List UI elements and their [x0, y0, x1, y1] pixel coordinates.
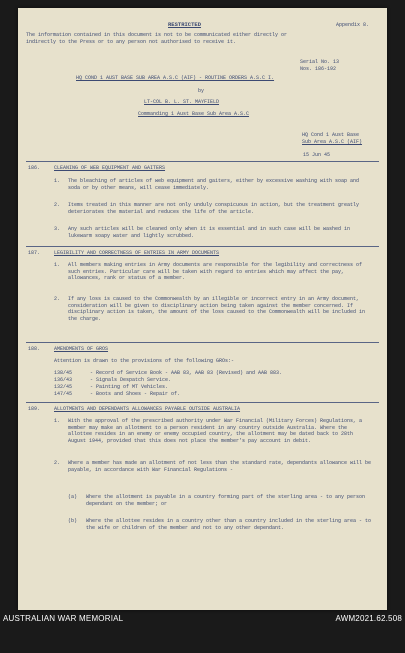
- serial-number: Serial No. 13: [300, 59, 340, 65]
- section-number: 189.: [28, 406, 41, 412]
- gro-code: 138/45: [54, 370, 73, 376]
- gro-code: 132/45: [54, 384, 73, 390]
- section-title: LEGIBILITY AND CORRECTNESS OF ENTRIES IN ARMY DOCUMENTS: [54, 250, 220, 256]
- sub-item-text: Where the allotment is payable in a country forming part of the sterling area - to any person dependant on the member; or: [86, 494, 366, 507]
- paragraph-text: Items treated in this manner are not only unduly conspicuous in action, but the treatment greatly deteriorates the material and reduces the life of the article.: [68, 202, 360, 215]
- sub-item-text: Where the allottee resides in a country other than a country included in the sterling area - to the wife or children of the member and not to any other dependant.: [86, 518, 372, 531]
- paragraph-number: 2.: [54, 460, 61, 466]
- paragraph-number: 1.: [54, 178, 61, 184]
- gro-code: 136/43: [54, 377, 73, 383]
- order-numbers: Nos. 186-192: [300, 66, 337, 72]
- paragraph-number: 2.: [54, 202, 61, 208]
- accession-number: AWM2021.62.508: [335, 614, 402, 623]
- gro-text: - Painting of MT Vehicles.: [90, 384, 169, 390]
- paragraph-text: All members making entries in Army documents are responsible for the legibility and correctness of such entries. Particular care will be taken with regard to entries which may affect the pay, allowances, rank or status of a member.: [68, 262, 363, 282]
- section-number: 188.: [28, 346, 41, 352]
- sub-item-label: (a): [68, 494, 78, 500]
- divider-187: [26, 246, 379, 247]
- section-title: ALLOTMENTS AND DEPENDANTS ALLOWANCES PAYABLE OUTSIDE AUSTRALIA: [54, 406, 241, 412]
- gro-text: - Signals Despatch Service.: [90, 377, 172, 383]
- gro-code: 147/45: [54, 391, 73, 397]
- section-number: 186.: [28, 165, 41, 171]
- paragraph-text: The bleaching of articles of web equipment and gaiters, either by excessive washing with soap and soda or by other means, will cease immediately.: [68, 178, 360, 191]
- officer-name: LT-COL B. L. ST. MAYFIELD: [144, 99, 220, 105]
- section-title: AMENDMENTS OF GROS: [54, 346, 109, 352]
- restricted-heading: RESTRICTED: [168, 21, 202, 28]
- section-title: CLEANING OF WEB EQUIPMENT AND GAITERS: [54, 165, 166, 171]
- divider-189: [26, 402, 379, 403]
- institution-credit: AUSTRALIAN WAR MEMORIAL: [3, 614, 124, 623]
- paragraph-number: 2.: [54, 296, 61, 302]
- paragraph-number: 1.: [54, 418, 61, 424]
- document-date: 15 Jun 45: [303, 152, 331, 158]
- divider-186: [26, 161, 379, 162]
- hq-line-1: HQ Cond 1 Aust Base: [302, 132, 360, 138]
- command-line: Commanding 1 Aust Base Sub Area A.S.C: [138, 111, 250, 117]
- notice-line-1: The information contained in this document is not to be communicated either directly or: [26, 32, 288, 38]
- gro-text: - Boots and Shoes - Repair of.: [90, 391, 181, 397]
- orders-title: HQ COND 1 AUST BASE SUB AREA A.S.C (AIF) - ROUTINE ORDERS A.S.C I.: [76, 75, 275, 81]
- paragraph-text: Where a member has made an allotment of not less than the standard rate, dependants allowance will be payable, in accordance with War Financial Regulations -: [68, 460, 372, 473]
- section-number: 187.: [28, 250, 41, 256]
- appendix-label: Appendix 8.: [336, 22, 370, 28]
- footer-bar: [0, 612, 405, 626]
- hq-line-2: Sub Area A.S.C (AIF): [302, 139, 363, 145]
- by-label: by: [198, 88, 205, 94]
- paragraph-text: With the approval of the prescribed authority under War Financial (Military Forces) Regulations, a member may make an allotment to a person resident in any country outside Australia. Where the allottee resides in an enemy or enemy occupied country, the allotment may be dated back to 28th August 1944, provided that this does not place the member's pay account in debit.: [68, 418, 363, 444]
- paragraph-number: 3.: [54, 226, 61, 232]
- gro-intro: Attention is drawn to the provisions of the following GROs:-: [54, 358, 235, 364]
- sub-item-label: (b): [68, 518, 78, 524]
- paragraph-text: If any loss is caused to the Commonwealth by an illegible or incorrect entry in an Army document, consideration will be given to disciplinary action being taken against the member concerned. If disciplinary action is taken, the amount of the loss caused to the Commonwealth will be included in the charge.: [68, 296, 366, 322]
- paragraph-text: Any such articles will be cleaned only when it is essential and in such case will be washed in lukewarm soapy water and lightly scrubbed.: [68, 226, 351, 239]
- paragraph-number: 1.: [54, 262, 61, 268]
- document-page: [18, 8, 387, 610]
- divider-188: [26, 342, 379, 343]
- notice-line-2: indirectly to the Press or to any person not authorised to receive it.: [26, 39, 237, 45]
- gro-text: - Record of Service Book - AAB 83, AAB 83 (Revised) and AAB 883.: [90, 370, 283, 376]
